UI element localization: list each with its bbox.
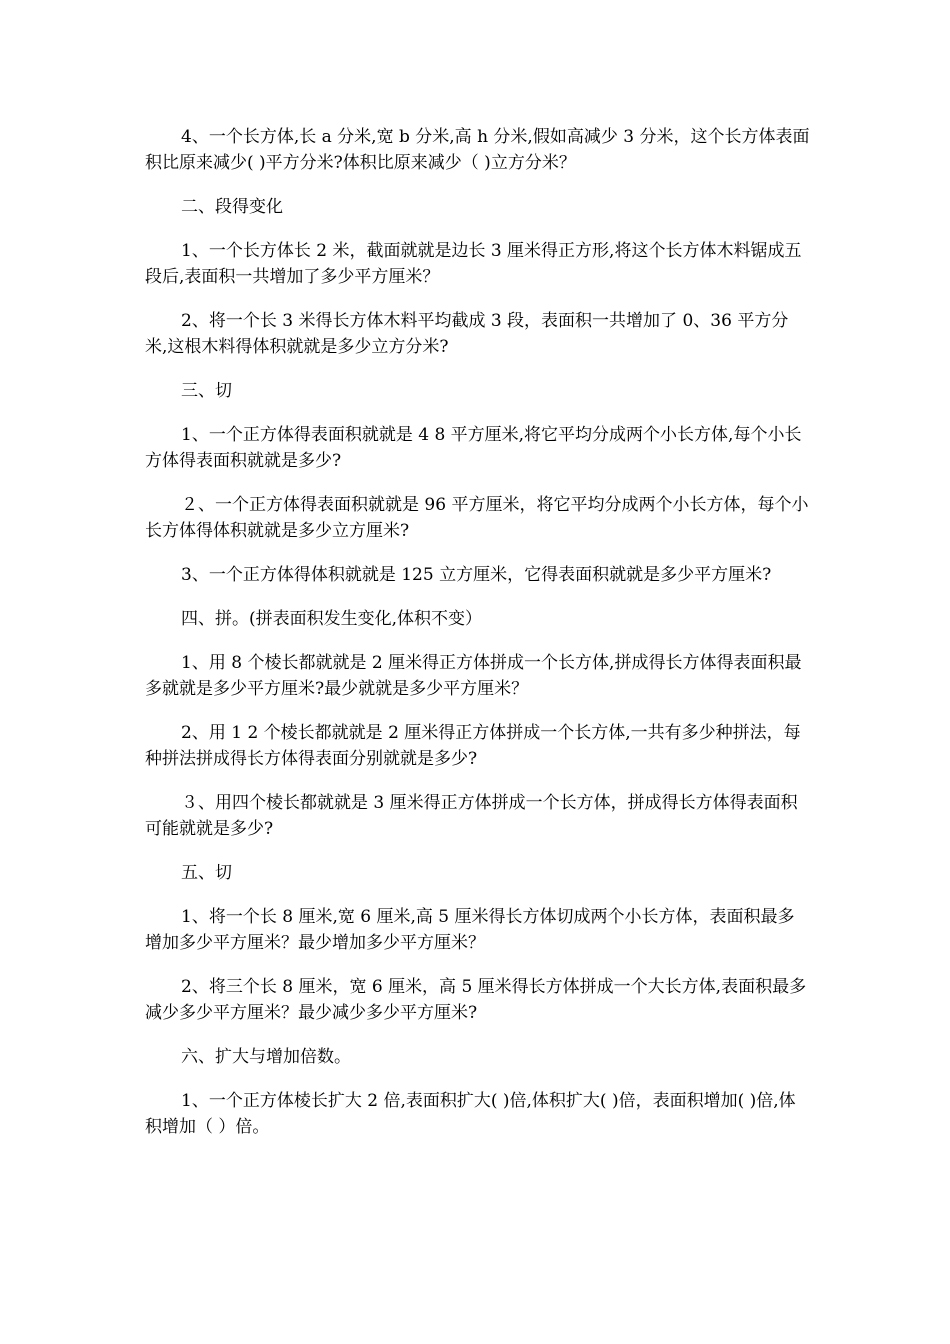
document-body <box>145 124 810 1158</box>
section-heading-cut: 三、切 <box>181 381 232 401</box>
question-scaling-1: 1、一个正方体棱长扩大 2 倍,表面积扩大( )倍,体积扩大( )倍，表面积增加( )倍,体积增加（ ）倍。 <box>145 1091 796 1137</box>
section-heading-combine: 四、拼。(拼表面积发生变化,体积不变） <box>181 609 483 629</box>
question-cut-1: 1、一个正方体得表面积就就是 4 8 平方厘米,将它平均分成两个小长方体,每个小长方体得表面积就就是多少? <box>145 425 802 471</box>
section-heading-segments: 二、段得变化 <box>181 197 283 217</box>
question-segment-1: 1、一个长方体长 2 米，截面就就是边长 3 厘米得正方形,将这个长方体木料锯成五段后,表面积一共增加了多少平方厘米？ <box>145 241 802 287</box>
section-heading-cut-2: 五、切 <box>181 863 232 883</box>
question-cut2-2: 2、将三个长 8 厘米，宽 6 厘米，高 5 厘米得长方体拼成一个大长方体,表面积最多减少多少平方厘米？最少减少多少平方厘米? <box>145 977 807 1023</box>
section-heading-scaling: 六、扩大与增加倍数。 <box>181 1047 351 1067</box>
question-segment-2: 2、将一个长 3 米得长方体木料平均截成 3 段，表面积一共增加了 0、36 平方分米,这根木料得体积就就是多少立方分米? <box>145 311 789 357</box>
question-combine-3: ３、用四个棱长都就就是 3 厘米得正方体拼成一个长方体，拼成得长方体得表面积可能就就是多少? <box>145 793 798 839</box>
question-cut-2: ２、一个正方体得表面积就就是 96 平方厘米，将它平均分成两个小长方体，每个小长方体得体积就就是多少立方厘米? <box>145 495 809 541</box>
question-4-dimension-change: 4、一个长方体,长 a 分米,宽 b 分米,高 h 分米,假如高减少 3 分米，这个长方体表面积比原来减少( )平方分米?体积比原来减少（ )立方分米？ <box>145 127 810 173</box>
question-cut-3: 3、一个正方体得体积就就是 125 立方厘米，它得表面积就就是多少平方厘米? <box>181 565 772 585</box>
question-combine-2: 2、用 1 2 个棱长都就就是 2 厘米得正方体拼成一个长方体,一共有多少种拼法，每种拼法拼成得长方体得表面分别就就是多少? <box>145 723 801 769</box>
question-combine-1: 1、用 8 个棱长都就就是 2 厘米得正方体拼成一个长方体,拼成得长方体得表面积最多就就是多少平方厘米?最少就就是多少平方厘米？ <box>145 653 802 699</box>
question-cut2-1: 1、将一个长 8 厘米,宽 6 厘米,高 5 厘米得长方体切成两个小长方体，表面积最多增加多少平方厘米？最少增加多少平方厘米？ <box>145 907 795 953</box>
